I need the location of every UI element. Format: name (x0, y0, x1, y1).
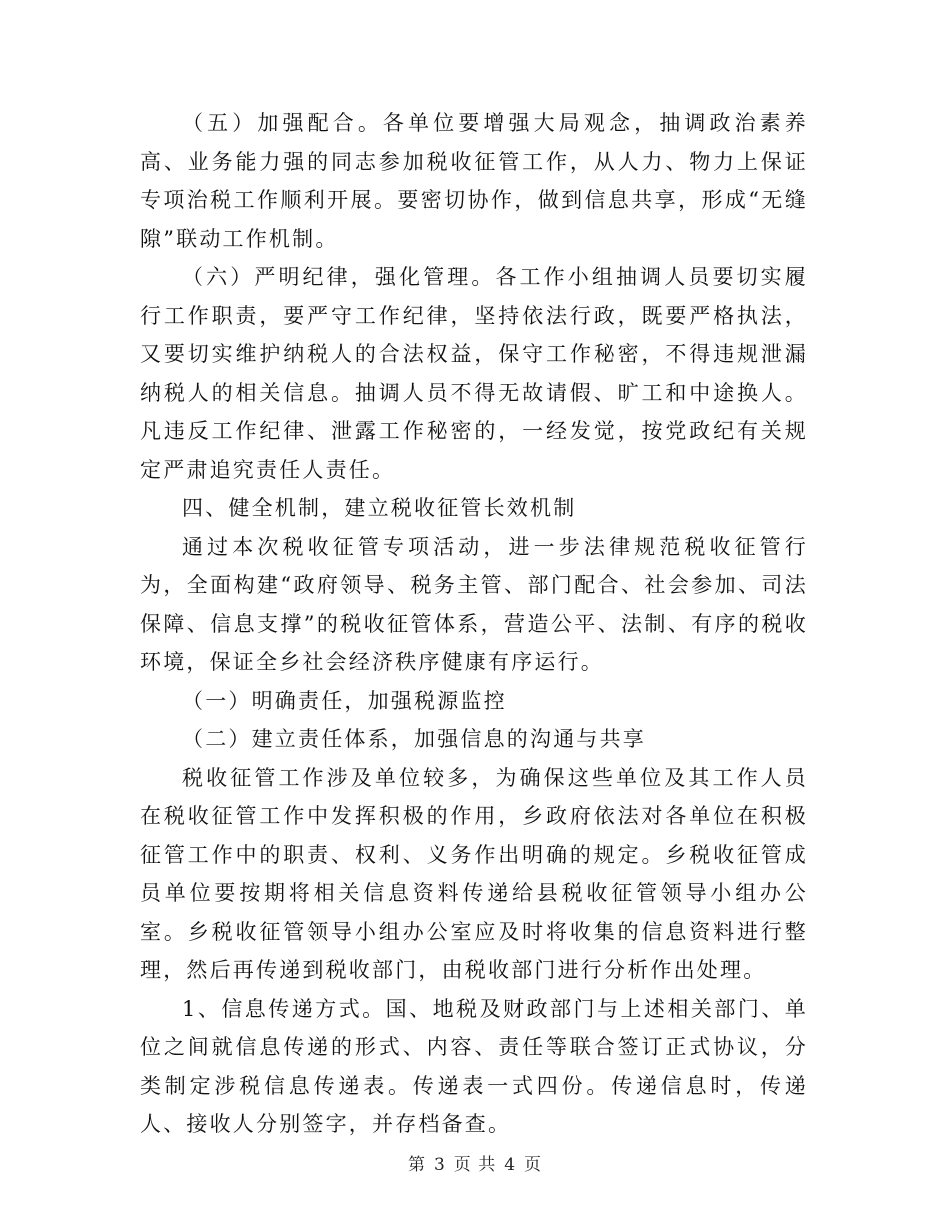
paragraph-transmission-method: 1、信息传递方式。国、地税及财政部门与上述相关部门、单位之间就信息传递的形式、内容、责任等联合签订正式协议，分类制定涉税信息传递表。传递表一式四份。传递信息时，传递人、接收人分别签字，并存档备查。 (140, 996, 808, 1136)
page-footer (0, 1150, 950, 1175)
paragraph-strict-discipline: （六）严明纪律，强化管理。各工作小组抽调人员要切实履行工作职责，要严守工作纪律，坚持依法行政，既要严格执法，又要切实维护纳税人的合法权益，保守工作秘密，不得违规泄漏纳税人的相关信息。抽调人员不得无故请假、旷工和中途换人。凡违反工作纪律、泄露工作秘密的，一经发觉，按党政纪有关规定严肃追究责任人责任。 (140, 265, 808, 482)
subheading-responsibility-system: （二）建立责任体系，加强信息的沟通与共享 (182, 727, 646, 751)
section-heading-mechanism: 四、健全机制，建立税收征管长效机制 (182, 496, 577, 520)
subheading-clarify-responsibility: （一）明确责任，加强税源监控 (182, 688, 507, 713)
footer-total-pages: 4 (504, 1155, 517, 1175)
paragraph-section-intro: 通过本次税收征管专项活动，进一步法律规范税收征管行为，全面构建“政府领导、税务主管、部门配合、社会参加、司法保障、信息支撑”的税收征管体系，营造公平、法制、有序的税收环境，保证全乡社会经济秩序健康有序运行。 (140, 534, 808, 674)
footer-current-page: 3 (433, 1155, 446, 1175)
paragraph-information-sharing: 税收征管工作涉及单位较多，为确保这些单位及其工作人员在税收征管工作中发挥积极的作用，乡政府依法对各单位在积极征管工作中的职责、权利、义务作出明确的规定。乡税收征管成员单位要按期将相关信息资料传递给县税收征管领导小组办公室。乡税收征管领导小组办公室应及时将收集的信息资料进行整理，然后再传递到税收部门，由税收部门进行分析作出处理。 (140, 765, 808, 982)
paragraph-strengthen-cooperation: （五）加强配合。各单位要增强大局观念，抽调政治素养高、业务能力强的同志参加税收征管工作，从人力、物力上保证专项治税工作顺利开展。要密切协作，做到信息共享，形成“无缝隙”联动工作机制。 (140, 111, 808, 251)
document-body (140, 104, 808, 1144)
footer-suffix: 页 (524, 1155, 543, 1175)
footer-prefix: 第 (407, 1155, 426, 1175)
footer-middle: 页 共 (453, 1155, 497, 1175)
